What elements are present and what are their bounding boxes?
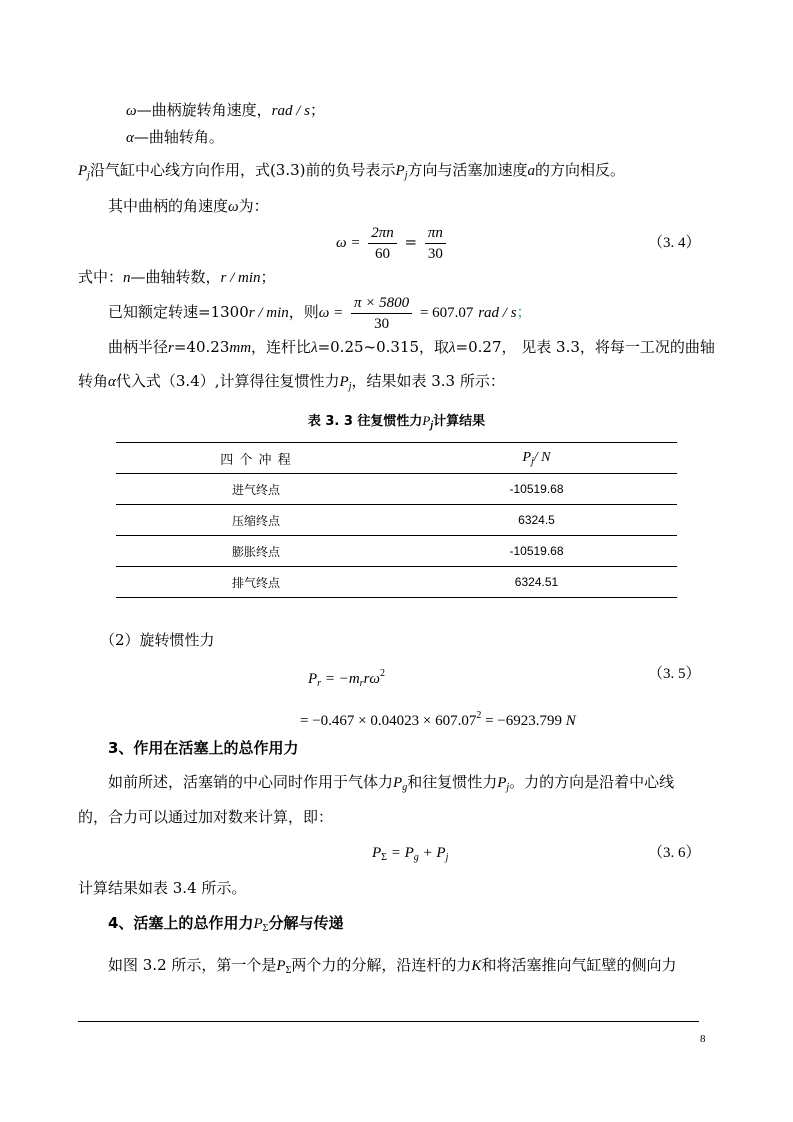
rated-speed-line [108, 292, 532, 334]
crank-angle-line [78, 371, 505, 397]
p10-text1: 如图 3.2 所示，第一个是 [108, 956, 277, 974]
p7-text3: 。力的方向是沿着中心线 [509, 773, 675, 791]
table-row [116, 567, 677, 598]
p4-end: ； [516, 303, 532, 321]
p3-text2: —曲轴转数， [130, 268, 221, 286]
eq34-fraction-2 [425, 223, 446, 264]
p4-text2: ，则 [288, 303, 319, 321]
pj-symbol-4: P [497, 775, 507, 791]
eq36-plus: + P [422, 845, 446, 861]
mm-unit: mm [229, 340, 252, 356]
pj-text2: 方向与活塞加速度 [407, 161, 528, 179]
sec4-title2: 分解与传递 [268, 914, 344, 932]
p10-text3: 和将活塞推向气缸壁的侧向力 [481, 956, 677, 974]
eq35-mid: = −m [324, 671, 360, 687]
p6-text3: ，结果如表 3.3 所示： [351, 372, 505, 390]
p5-text3: ，连杆比 [251, 338, 312, 356]
eq36-lhs-sub: Σ [381, 852, 387, 863]
n-symbol: n [123, 270, 131, 286]
stroke-cell: 膨胀终点 [231, 544, 280, 559]
value-cell: 6324.51 [514, 575, 559, 589]
angular-speed-text2: 为： [238, 197, 269, 215]
stroke-cell: 进气终点 [231, 482, 280, 497]
value-cell: 6324.5 [518, 513, 555, 527]
value-cell: -10519.68 [509, 544, 564, 558]
p4-unit2: rad / s [478, 305, 517, 321]
caption-post: 计算结果 [433, 414, 486, 429]
pj-symbol: P [78, 163, 88, 179]
equation-3-4 [336, 222, 449, 264]
p7-text1: 如前所述，活塞销的中心同时作用于气体力 [108, 773, 394, 791]
stroke-cell: 压缩终点 [231, 513, 280, 528]
p7-text2: 和往复惯性力 [407, 773, 498, 791]
p4-text1: 已知额定转速=1300 [108, 303, 249, 321]
pj-sub-4: j [506, 782, 510, 793]
p4-rhs: = 607.07 [419, 305, 474, 321]
pj-symbol-2: P [395, 163, 405, 179]
eq35b-unit: N [565, 713, 576, 729]
lambda-symbol-2: λ [449, 340, 456, 356]
sec4-p: P [253, 916, 263, 932]
crank-speed-definition [78, 267, 276, 288]
omega-symbol-2: ω [228, 199, 239, 215]
eq34-den2: 30 [427, 245, 443, 262]
p5-text4: =0.25~0.315，取 [317, 338, 450, 356]
header-stroke: 四 个 冲 程 [220, 452, 292, 468]
eq35b-sup: 2 [476, 710, 482, 721]
header-pj [396, 443, 677, 474]
pj-text1: 沿气缸中心线方向作用，式(3.3)前的负号表示 [89, 161, 396, 179]
crank-radius-line [108, 337, 715, 358]
p5-text2: =40.23 [173, 338, 230, 356]
angular-speed-text: 其中曲柄的角速度 [108, 197, 229, 215]
omega-definition [126, 100, 325, 121]
r-symbol: r [168, 340, 174, 356]
alpha-symbol: α [126, 130, 134, 146]
omega-desc: —曲柄旋转角速度， [136, 101, 272, 119]
p4-den: 30 [374, 315, 390, 332]
eq35-lhs: P [308, 671, 318, 687]
rpm-unit: r / min [220, 270, 261, 286]
p4-num: π × 5800 [351, 293, 412, 314]
table-row [116, 474, 677, 505]
section-total-force: 3、作用在活塞上的总作用力 [108, 739, 299, 757]
angular-speed-intro [108, 196, 269, 217]
eq35-m-sub: r [359, 678, 364, 689]
eq34-equals: = [404, 233, 418, 251]
pj-sub-3: j [348, 381, 352, 392]
resultant-paragraph: 的，合力可以通过加对数来计算，即： [78, 808, 334, 826]
header-pj-sym: P [522, 450, 532, 465]
omega-symbol: ω [126, 103, 137, 119]
alpha-definition [126, 127, 224, 148]
equation-number-3-5: （3. 5） [648, 666, 701, 682]
sec4-sigma: Σ [262, 923, 269, 934]
pj-text3: 的方向相反。 [534, 161, 625, 179]
eq35-sup: 2 [380, 668, 385, 679]
equation-3-6 [372, 843, 448, 868]
p4-lhs: ω = [318, 305, 344, 321]
omega-unit: rad / s [271, 103, 310, 119]
eq34-fraction-1 [368, 223, 397, 264]
p10-text2: 两个力的分解，沿连杆的力 [291, 956, 472, 974]
alpha-desc: —曲轴转角。 [133, 128, 224, 146]
eq35b-rest: = −6923.799 [485, 713, 563, 729]
omega-end: ； [309, 101, 325, 119]
eq35-lhs-sub: r [317, 678, 322, 689]
pj-direction-paragraph [78, 160, 625, 186]
pg-sub: g [402, 782, 408, 793]
equation-number-3-4: （3. 4） [648, 235, 701, 251]
stroke-cell: 排气终点 [231, 575, 280, 590]
eq36-lhs: P [372, 845, 382, 861]
table-caption [0, 410, 793, 431]
pj-symbol-3: P [339, 374, 349, 390]
results-table [116, 442, 677, 598]
eq36-g: g [413, 852, 419, 863]
eq34-num1: 2πn [368, 223, 397, 244]
decomposition-paragraph [108, 955, 676, 981]
p10-p: P [276, 958, 286, 974]
p4-fraction [351, 293, 412, 334]
pg-symbol: P [393, 775, 403, 791]
footer-rule [78, 1021, 699, 1022]
p10-sigma: Σ [285, 965, 292, 976]
section-rotating-inertia: （2）旋转惯性力 [100, 631, 215, 649]
page-number: 8 [700, 1033, 706, 1045]
section-decomposition [108, 913, 343, 939]
eq35b-text: = −0.467 × 0.04023 × 607.07 [300, 713, 477, 729]
caption-pre: 表 3. 3 往复惯性力 [307, 414, 423, 429]
eq35-rest: rω [363, 671, 380, 687]
equation-3-5-value [300, 706, 576, 731]
alpha-symbol-2: α [108, 374, 116, 390]
table-3-4-reference: 计算结果如表 3.4 所示。 [78, 879, 247, 897]
caption-pj: P [422, 413, 431, 428]
p6-text2: 代入式（3.4）,计算得往复惯性力 [115, 372, 340, 390]
p3-end: ； [260, 268, 276, 286]
p4-unit1: r / min [248, 305, 289, 321]
caption-pj-sub: j [430, 420, 434, 431]
accel-symbol: a [527, 163, 535, 179]
p6-text1: 转角 [78, 372, 109, 390]
header-pj-unit: / N [533, 450, 551, 465]
table-header-row [116, 443, 677, 474]
eq36-eq: = P [390, 845, 414, 861]
eq34-num2: πn [425, 223, 446, 244]
pj-sub: j [87, 170, 90, 181]
header-pj-sub: j [531, 456, 534, 467]
eq34-den1: 60 [375, 245, 390, 262]
pj-sub-2: j [404, 170, 408, 181]
lambda-symbol: λ [311, 340, 318, 356]
p5-text1: 曲柄半径 [108, 338, 169, 356]
table-row [116, 505, 677, 536]
table-row [116, 536, 677, 567]
value-cell: -10519.68 [509, 482, 564, 496]
total-force-paragraph [108, 772, 674, 798]
eq34-lhs: ω = [336, 235, 361, 251]
k-symbol: K [471, 958, 482, 974]
eq36-j: j [445, 852, 449, 863]
equation-number-3-6: （3. 6） [648, 845, 701, 861]
p3-text1: 式中： [78, 268, 124, 286]
sec4-title1: 4、活塞上的总作用力 [108, 914, 254, 932]
equation-3-5 [308, 664, 385, 694]
p5-text5: =0.27， 见表 3.3，将每一工况的曲轴 [455, 338, 715, 356]
